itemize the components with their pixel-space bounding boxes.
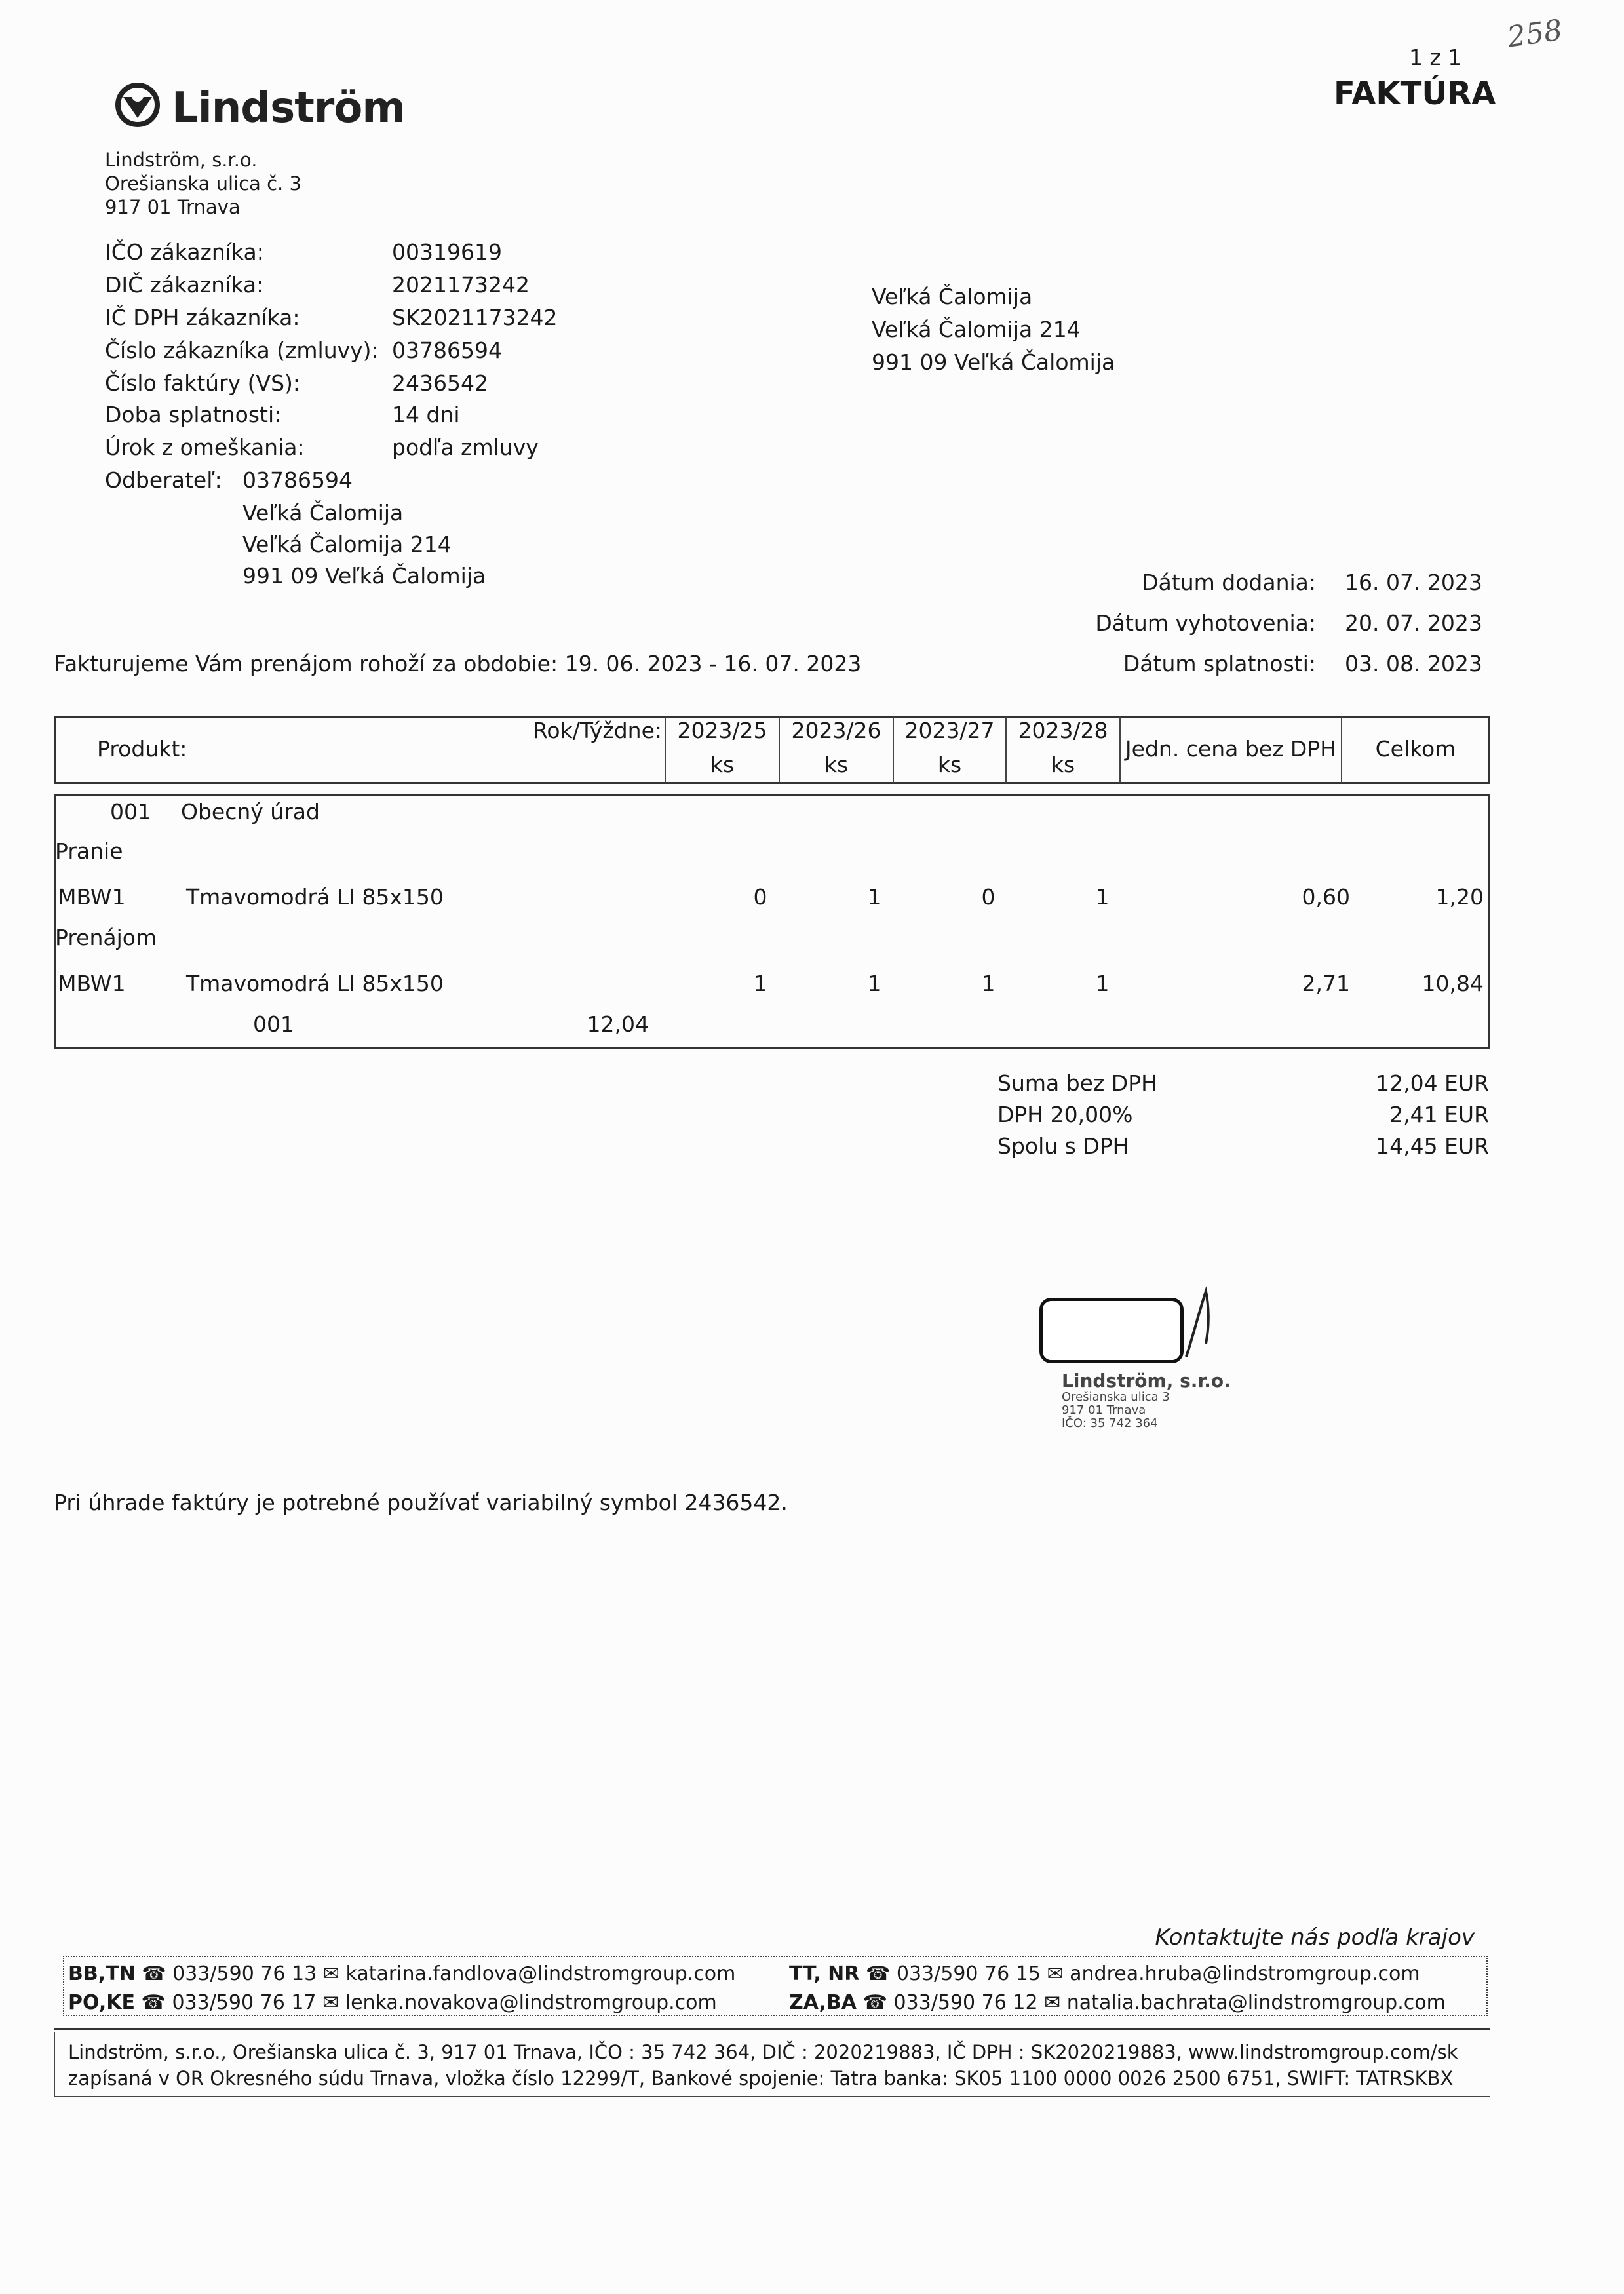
total-label-spolu: Spolu s DPH bbox=[997, 1133, 1129, 1159]
total-value-dph: 2,41 EUR bbox=[1389, 1102, 1489, 1127]
stamp-street: Orešianska ulica 3 bbox=[1062, 1390, 1170, 1404]
contact-row-tt-nr bbox=[789, 1962, 1420, 1985]
stamp-city: 917 01 Trnava bbox=[1062, 1403, 1146, 1417]
total-value-bez-dph: 12,04 EUR bbox=[1376, 1070, 1489, 1096]
contact-region: PO,KE bbox=[68, 1991, 135, 2014]
row-desc: Tmavomodrá LI 85x150 bbox=[186, 884, 444, 910]
section-name: Obecný úrad bbox=[181, 799, 320, 825]
contact-email[interactable]: katarina.fandlova@lindstromgroup.com bbox=[345, 1962, 736, 1985]
row-qty-week-1: 0 bbox=[753, 884, 767, 910]
phone-icon: ☎ bbox=[142, 1962, 166, 1985]
date-value-splatnosti: 03. 08. 2023 bbox=[1345, 651, 1482, 676]
phone-icon: ☎ bbox=[141, 1991, 166, 2014]
recipient-name: Veľká Čalomija bbox=[872, 284, 1033, 309]
header-unit-price: Jedn. cena bez DPH bbox=[1125, 736, 1337, 762]
header-week-4-unit: ks bbox=[1051, 752, 1075, 777]
odberatel-label: Odberateľ: bbox=[105, 467, 222, 493]
date-value-dodania: 16. 07. 2023 bbox=[1345, 570, 1482, 595]
section-code: 001 bbox=[110, 799, 151, 825]
lindstrom-logo-icon bbox=[114, 81, 161, 128]
row-total: 10,84 bbox=[1421, 971, 1484, 996]
payment-note: Pri úhrade faktúry je potrebné používať variabilný symbol 2436542. bbox=[54, 1490, 788, 1515]
logo-wordmark: Lindström bbox=[172, 84, 405, 132]
header-week-1-unit: ks bbox=[710, 752, 735, 777]
row-qty-week-3: 0 bbox=[981, 884, 996, 910]
footer-line-2: zapísaná v OR Okresného súdu Trnava, vložka číslo 12299/T, Bankové spojenie: Tatra banka: SK05 1100 0000 0026 2500 6751, SWIFT: TATRSKBX bbox=[68, 2067, 1454, 2090]
date-value-vyhotovenia: 20. 07. 2023 bbox=[1345, 610, 1482, 636]
contact-row-po-ke bbox=[68, 1991, 717, 2014]
row-qty-week-1: 1 bbox=[753, 971, 767, 996]
field-value-icdph: SK2021173242 bbox=[392, 305, 558, 330]
table-body bbox=[54, 794, 1490, 1049]
subtotal-code: 001 bbox=[253, 1011, 294, 1037]
field-value-ico: 00319619 bbox=[392, 239, 502, 265]
row-total: 1,20 bbox=[1435, 884, 1484, 910]
date-label-splatnosti: Dátum splatnosti: bbox=[1123, 651, 1316, 676]
contact-row-za-ba bbox=[789, 1991, 1446, 2014]
contact-email[interactable]: lenka.novakova@lindstromgroup.com bbox=[345, 1991, 717, 2014]
email-icon: ✉ bbox=[1047, 1962, 1064, 1985]
document-title: FAKTÚRA bbox=[1334, 75, 1496, 112]
total-label-bez-dph: Suma bez DPH bbox=[997, 1070, 1157, 1096]
contact-phone: 033/590 76 17 bbox=[172, 1991, 317, 2014]
row-qty-week-2: 1 bbox=[867, 971, 881, 996]
supplier-city: 917 01 Trnava bbox=[105, 196, 241, 218]
page-counter: 1 z 1 bbox=[1409, 45, 1462, 70]
field-value-cislo-faktury: 2436542 bbox=[392, 370, 488, 396]
field-label-cislo-faktury: Číslo faktúry (VS): bbox=[105, 370, 301, 396]
header-product: Produkt: bbox=[97, 736, 187, 762]
total-label-dph: DPH 20,00% bbox=[997, 1102, 1133, 1127]
total-value-spolu: 14,45 EUR bbox=[1376, 1133, 1489, 1159]
row-qty-week-4: 1 bbox=[1095, 884, 1110, 910]
field-label-ico: IČO zákazníka: bbox=[105, 239, 264, 265]
header-week-1: 2023/25 bbox=[677, 718, 767, 743]
row-qty-week-2: 1 bbox=[867, 884, 881, 910]
date-label-dodania: Dátum dodania: bbox=[1142, 570, 1316, 595]
supplier-address bbox=[105, 148, 301, 219]
contact-region: ZA,BA bbox=[789, 1991, 857, 2014]
supplier-street: Orešianska ulica č. 3 bbox=[105, 172, 301, 195]
field-label-icdph: IČ DPH zákazníka: bbox=[105, 305, 300, 330]
billing-period: Fakturujeme Vám prenájom rohoží za obdobie: 19. 06. 2023 - 16. 07. 2023 bbox=[54, 651, 862, 676]
contact-row-bb-tn bbox=[68, 1962, 735, 1985]
email-icon: ✉ bbox=[322, 1991, 339, 2014]
contact-region: TT, NR bbox=[789, 1962, 860, 1985]
supplier-name: Lindström, s.r.o. bbox=[105, 149, 258, 171]
field-value-dic: 2021173242 bbox=[392, 272, 530, 298]
row-qty-week-3: 1 bbox=[981, 971, 996, 996]
row-qty-week-4: 1 bbox=[1095, 971, 1110, 996]
phone-icon: ☎ bbox=[865, 1962, 891, 1985]
subtotal-value: 12,04 bbox=[587, 1011, 649, 1037]
header-week-2: 2023/26 bbox=[791, 718, 881, 743]
header-rok-tyzdne: Rok/Týždne: bbox=[532, 718, 662, 743]
row-code: MBW1 bbox=[58, 971, 126, 996]
company-logo bbox=[114, 77, 442, 134]
signature-mark-icon bbox=[1180, 1285, 1219, 1363]
email-icon: ✉ bbox=[322, 1962, 339, 1985]
contact-email[interactable]: natalia.bachrata@lindstromgroup.com bbox=[1066, 1991, 1446, 2014]
contact-phone: 033/590 76 15 bbox=[896, 1962, 1041, 1985]
odberatel-name: Veľká Čalomija bbox=[242, 500, 404, 526]
contact-email[interactable]: andrea.hruba@lindstromgroup.com bbox=[1070, 1962, 1420, 1985]
field-value-cislo-zakaznika: 03786594 bbox=[392, 338, 502, 363]
group-label-pranie: Pranie bbox=[55, 838, 123, 864]
email-icon: ✉ bbox=[1044, 1991, 1061, 2014]
header-week-4: 2023/28 bbox=[1018, 718, 1108, 743]
row-unit-price: 0,60 bbox=[1302, 884, 1350, 910]
stamp-name: Lindström, s.r.o. bbox=[1062, 1370, 1231, 1391]
contact-heading: Kontaktujte nás podľa krajov bbox=[1155, 1924, 1475, 1951]
contact-phone: 033/590 76 13 bbox=[172, 1962, 317, 1985]
field-value-doba-splatnosti: 14 dni bbox=[392, 402, 460, 427]
contact-region: BB,TN bbox=[68, 1962, 136, 1985]
header-week-2-unit: ks bbox=[824, 752, 849, 777]
header-week-3-unit: ks bbox=[937, 752, 962, 777]
header-total: Celkom bbox=[1375, 736, 1456, 762]
field-label-doba-splatnosti: Doba splatnosti: bbox=[105, 402, 282, 427]
recipient-street: Veľká Čalomija 214 bbox=[872, 317, 1081, 342]
handwritten-number: 258 bbox=[1505, 13, 1565, 54]
odberatel-number: 03786594 bbox=[242, 467, 353, 493]
contact-phone: 033/590 76 12 bbox=[893, 1991, 1038, 2014]
odberatel-city: 991 09 Veľká Čalomija bbox=[242, 563, 486, 589]
signature-box bbox=[1039, 1298, 1184, 1363]
field-label-dic: DIČ zákazníka: bbox=[105, 272, 264, 298]
date-label-vyhotovenia: Dátum vyhotovenia: bbox=[1095, 610, 1316, 636]
recipient-city: 991 09 Veľká Čalomija bbox=[872, 349, 1115, 375]
phone-icon: ☎ bbox=[862, 1991, 887, 2014]
field-label-cislo-zakaznika: Číslo zákazníka (zmluvy): bbox=[105, 338, 379, 363]
field-label-urok: Úrok z omeškania: bbox=[105, 435, 305, 460]
footer-line-1: Lindström, s.r.o., Orešianska ulica č. 3, 917 01 Trnava, IČO : 35 742 364, DIČ : 2020219883, IČ DPH : SK2020219883, www.lindstromgroup.com/sk bbox=[68, 2041, 1458, 2063]
row-code: MBW1 bbox=[58, 884, 126, 910]
footer-divider bbox=[54, 2028, 1490, 2030]
header-week-3: 2023/27 bbox=[904, 718, 995, 743]
row-desc: Tmavomodrá LI 85x150 bbox=[186, 971, 444, 996]
group-label-prenajom: Prenájom bbox=[55, 925, 157, 950]
stamp-ico: IČO: 35 742 364 bbox=[1062, 1416, 1158, 1430]
odberatel-street: Veľká Čalomija 214 bbox=[242, 532, 452, 557]
field-value-urok: podľa zmluvy bbox=[392, 435, 539, 460]
row-unit-price: 2,71 bbox=[1302, 971, 1350, 996]
company-stamp bbox=[1062, 1371, 1231, 1430]
